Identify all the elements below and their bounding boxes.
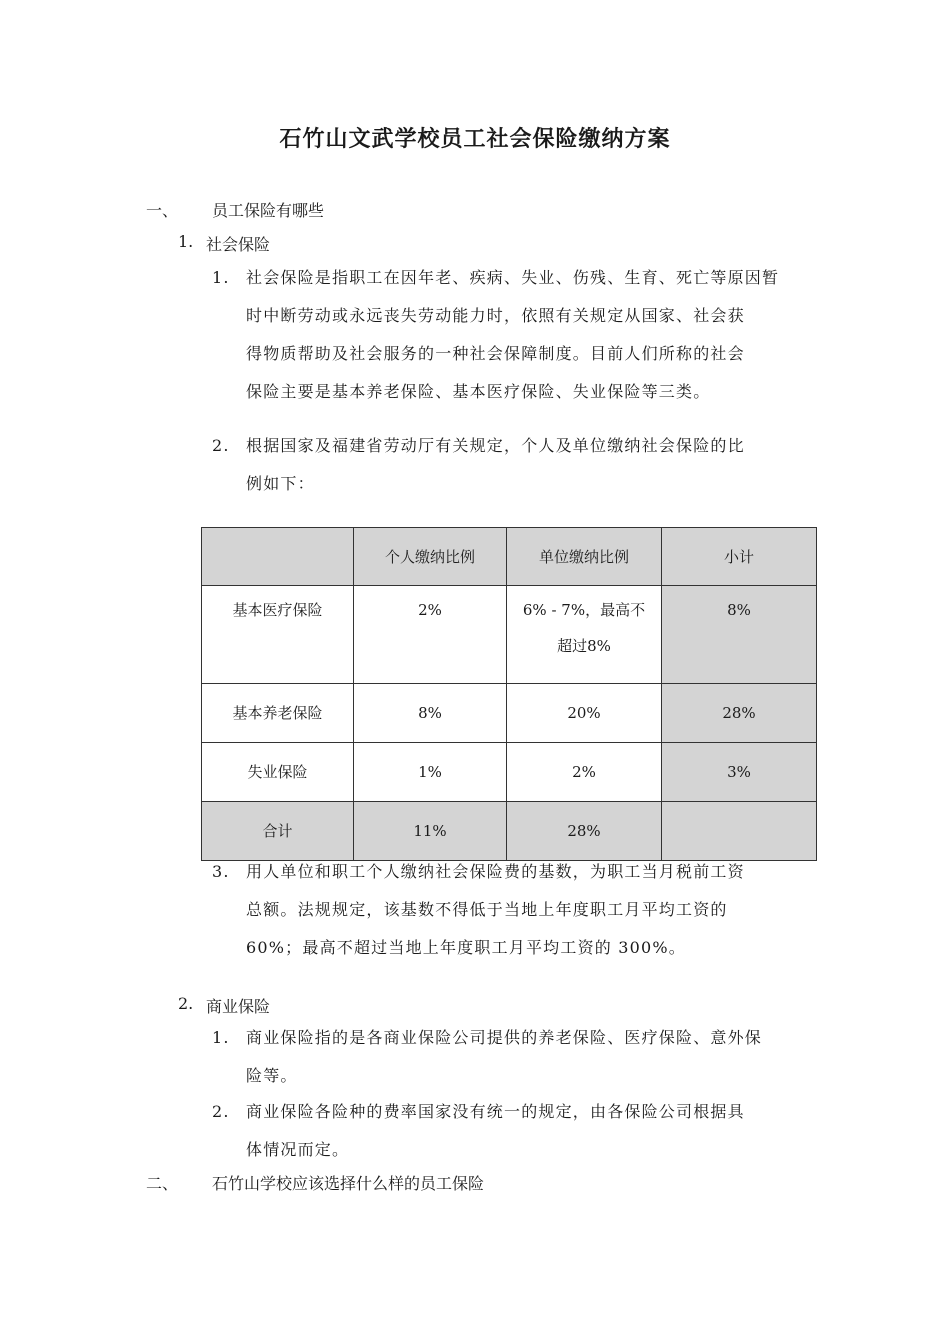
table-cell: 合计 bbox=[202, 802, 354, 861]
table-total-row bbox=[202, 802, 817, 861]
table-cell: 2% bbox=[354, 586, 507, 684]
sub-2-number: 2. bbox=[178, 994, 194, 1013]
table-cell: 11% bbox=[354, 802, 507, 861]
item-number: 3. bbox=[212, 862, 230, 881]
section-2-number: 二、 bbox=[146, 1174, 179, 1193]
sub-1-number: 1. bbox=[178, 232, 194, 251]
paragraph-social-insurance-definition bbox=[246, 259, 779, 411]
item-number: 2. bbox=[212, 436, 230, 455]
table-header-cell: 单位缴纳比例 bbox=[507, 528, 662, 586]
paragraph-line: 商业保险各险种的费率国家没有统一的规定，由各保险公司根据具 bbox=[246, 1102, 745, 1121]
table-cell: 28% bbox=[662, 684, 817, 743]
table-cell: 1% bbox=[354, 743, 507, 802]
table-cell: 20% bbox=[507, 684, 662, 743]
table-cell: 6% - 7%，最高不超过8% bbox=[507, 586, 662, 684]
table-row bbox=[202, 684, 817, 743]
table-cell: 基本养老保险 bbox=[202, 684, 354, 743]
contribution-ratio-table bbox=[201, 527, 817, 861]
document-title: 石竹山文武学校员工社会保险缴纳方案 bbox=[279, 126, 671, 152]
table-cell: 8% bbox=[662, 586, 817, 684]
item-number: 1. bbox=[212, 1028, 230, 1047]
paragraph-line: 得物质帮助及社会服务的一种社会保障制度。目前人们所称的社会 bbox=[246, 344, 745, 363]
table-header-cell bbox=[202, 528, 354, 586]
paragraph-contribution-base bbox=[246, 853, 745, 967]
item-number: 2. bbox=[212, 1102, 230, 1121]
table-cell: 3% bbox=[662, 743, 817, 802]
table-header-row bbox=[202, 528, 817, 586]
sub-1-heading: 社会保险 bbox=[206, 235, 271, 254]
table-cell: 失业保险 bbox=[202, 743, 354, 802]
paragraph-line: 根据国家及福建省劳动厅有关规定，个人及单位缴纳社会保险的比 bbox=[246, 436, 745, 455]
table-header-cell: 小计 bbox=[662, 528, 817, 586]
section-1-number: 一、 bbox=[146, 201, 179, 220]
table-cell: 28% bbox=[507, 802, 662, 861]
paragraph-line: 体情况而定。 bbox=[246, 1140, 350, 1159]
section-1-heading: 员工保险有哪些 bbox=[212, 201, 325, 220]
paragraph-line: 60%；最高不超过当地上年度职工月平均工资的 300%。 bbox=[246, 938, 686, 957]
item-number: 1. bbox=[212, 268, 230, 287]
table-row bbox=[202, 743, 817, 802]
paragraph-contribution-intro bbox=[246, 427, 745, 503]
table-cell bbox=[662, 802, 817, 861]
paragraph-line: 社会保险是指职工在因年老、疾病、失业、伤残、生育、死亡等原因暂 bbox=[246, 268, 780, 287]
table-row bbox=[202, 586, 817, 684]
table-header-cell: 个人缴纳比例 bbox=[354, 528, 507, 586]
paragraph-line: 例如下： bbox=[246, 474, 315, 493]
table-cell: 2% bbox=[507, 743, 662, 802]
paragraph-commercial-insurance-definition bbox=[246, 1019, 762, 1095]
paragraph-line: 时中断劳动或永远丧失劳动能力时，依照有关规定从国家、社会获 bbox=[246, 306, 745, 325]
paragraph-line: 商业保险指的是各商业保险公司提供的养老保险、医疗保险、意外保 bbox=[246, 1028, 763, 1047]
paragraph-commercial-insurance-rates bbox=[246, 1093, 745, 1169]
paragraph-line: 险等。 bbox=[246, 1066, 298, 1085]
paragraph-line: 总额。法规规定，该基数不得低于当地上年度职工月平均工资的 bbox=[246, 900, 728, 919]
section-2-heading: 石竹山学校应该选择什么样的员工保险 bbox=[212, 1174, 485, 1193]
paragraph-line: 用人单位和职工个人缴纳社会保险费的基数，为职工当月税前工资 bbox=[246, 862, 745, 881]
paragraph-line: 保险主要是基本养老保险、基本医疗保险、失业保险等三类。 bbox=[246, 382, 711, 401]
table-cell: 8% bbox=[354, 684, 507, 743]
table-cell: 基本医疗保险 bbox=[202, 586, 354, 684]
sub-2-heading: 商业保险 bbox=[206, 997, 271, 1016]
